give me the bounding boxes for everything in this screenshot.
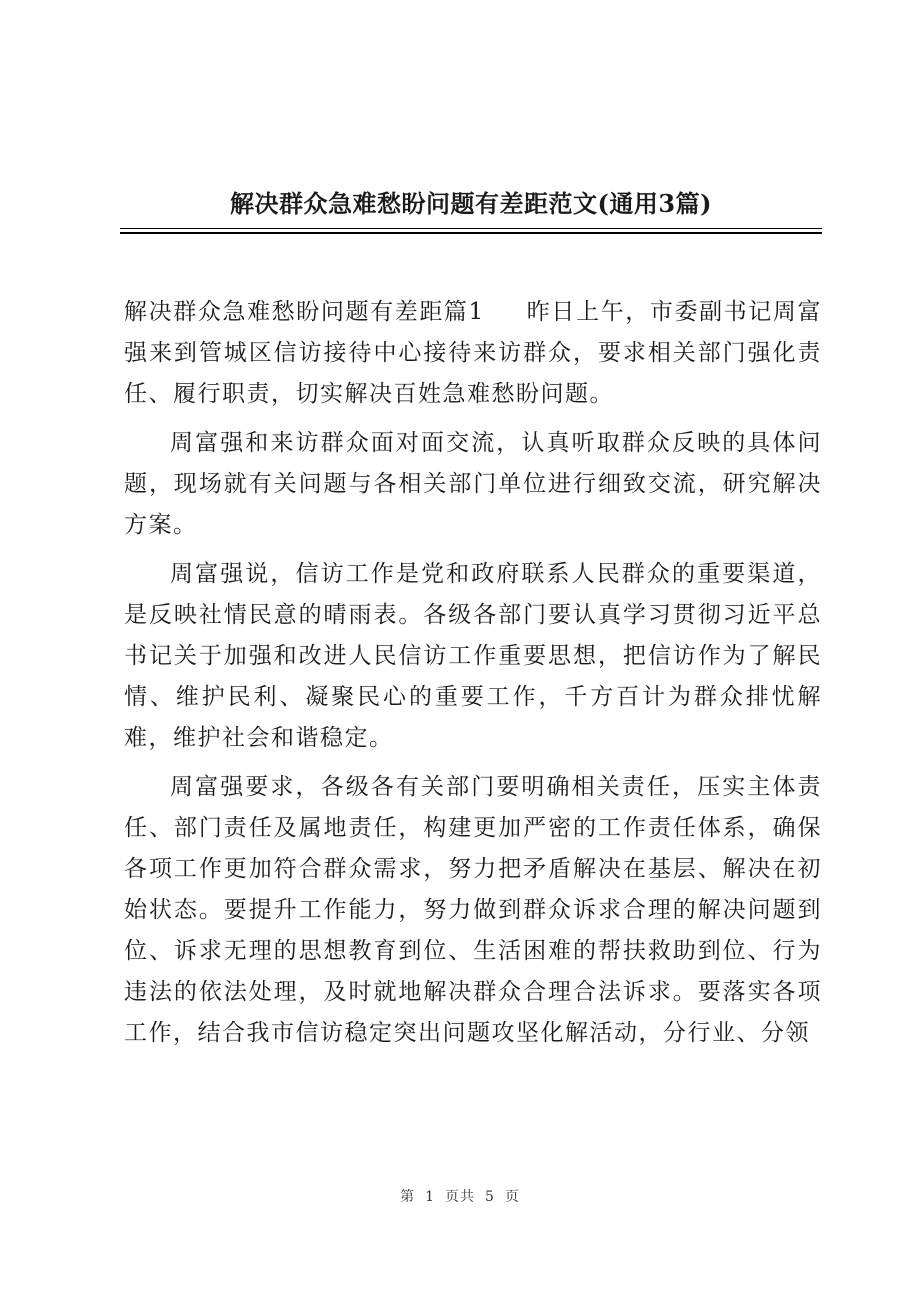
- section-heading: 解决群众急难愁盼问题有差距篇1: [124, 299, 485, 325]
- page-label-suffix: 页: [504, 1189, 520, 1205]
- paragraph-3: 周富强说，信访工作是党和政府联系人民群众的重要渠道，是反映社情民意的晴雨表。各级各部门要认真学习贯彻习近平总书记关于加强和改进人民信访工作重要思想，把信访作为了解民情、维护民利、凝聚民心的重要工作，千方百计为群众排忧解难，维护社会和谐稳定。: [124, 561, 822, 751]
- paragraph-4: 周富强要求，各级各有关部门要明确相关责任，压实主体责任、部门责任及属地责任，构建更加严密的工作责任体系，确保各项工作更加符合群众需求，努力把矛盾解决在基层、解决在初始状态。要提升工作能力，努力做到群众诉求合理的解决问题到位、诉求无理的思想教育到位、生活困难的帮扶救助到位、行为违法的依法处理，及时就地解决群众合理合法诉求。要落实各项工作，结合我市信访稳定突出问题攻坚化解活动，分行业、分领: [124, 774, 822, 1046]
- page-footer: [0, 1186, 920, 1206]
- document-body: [124, 292, 822, 1062]
- document-title: 解决群众急难愁盼问题有差距范文(通用3篇): [230, 189, 712, 218]
- page-label-mid: 页共: [445, 1189, 475, 1205]
- paragraph-1: [124, 292, 822, 415]
- page-total: 5: [485, 1189, 495, 1205]
- page-current: 1: [425, 1189, 435, 1205]
- paragraph-2: 周富强和来访群众面对面交流，认真听取群众反映的具体问题，现场就有关问题与各相关部门单位进行细致交流，研究解决方案。: [124, 430, 822, 538]
- title-divider-thin: [120, 228, 822, 229]
- title-divider-thick: [120, 232, 822, 234]
- page-label-prefix: 第: [400, 1189, 416, 1205]
- paragraph-text: 昨日上午，市委副书记周富强来到管城区信访接待中心接待来访群众，要求相关部门强化责任、履行职责，切实解决百姓急难愁盼问题。: [124, 299, 823, 407]
